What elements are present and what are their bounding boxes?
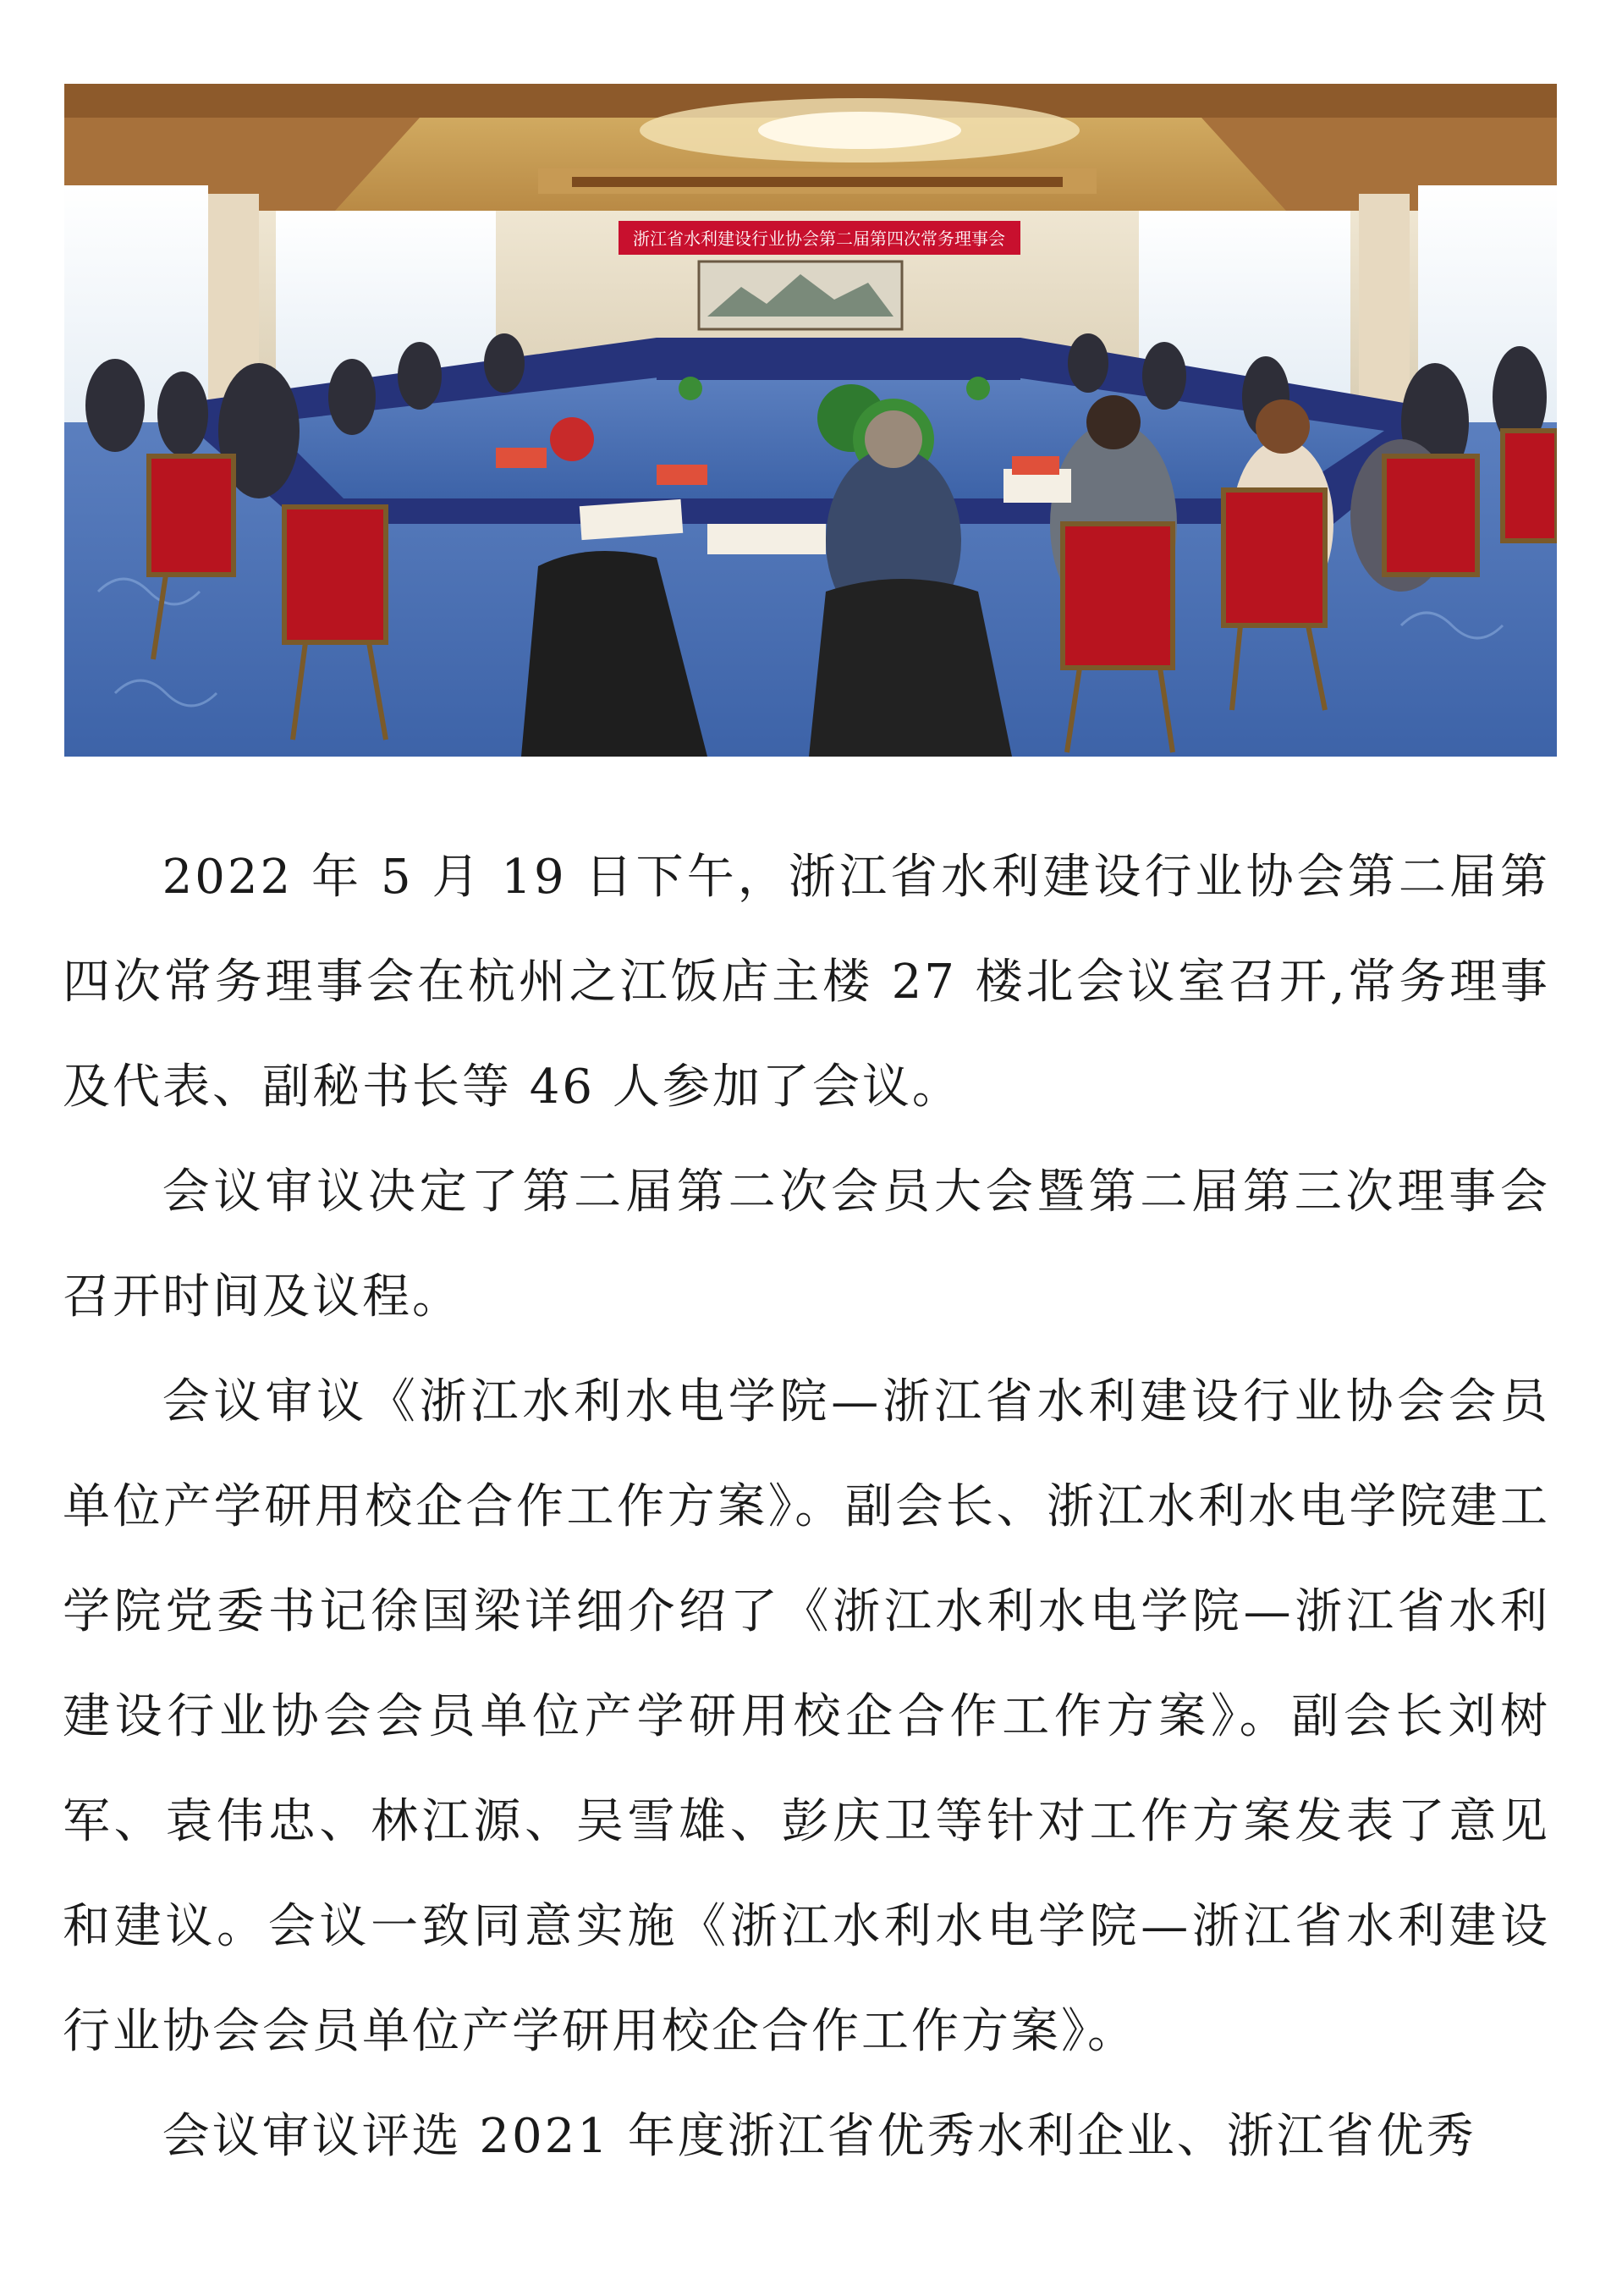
paragraph-cooperation-plan: 会议审议《浙江水利水电学院—浙江省水利建设行业协会会员单位产学研用校企合作工作方案》。副会长、浙江水利水电学院建工学院党委书记徐国梁详细介绍了《浙江水利水电学院—浙江省水利建设行业协会会员单位产学研用校企合作工作方案》。副会长刘树军、袁伟忠、林江源、吴雪雄、彭庆卫等针对工作方案发表了意见和建议。会议一致同意实施《浙江水利水电学院—浙江省水利建设行业协会会员单位产学研用校企合作工作方案》。 [63, 1374, 1550, 2059]
article-body [63, 825, 1550, 2189]
paragraph-agenda: 会议审议决定了第二届第二次会员大会暨第二届第三次理事会召开时间及议程。 [63, 1165, 1550, 1324]
paragraph-meeting-intro: 2022 年 5 月 19 日下午，浙江省水利建设行业协会第二届第四次常务理事会在杭州之江饭店主楼 27 楼北会议室召开,常务理事及代表、副秘书长等 46 人参加了会议。 [63, 850, 1550, 1115]
meeting-photo [64, 84, 1557, 757]
banner-text: 浙江省水利建设行业协会第二届第四次常务理事会 [633, 228, 1005, 249]
paragraph-awards: 会议审议评选 2021 年度浙江省优秀水利企业、浙江省优秀 [162, 2109, 1476, 2164]
